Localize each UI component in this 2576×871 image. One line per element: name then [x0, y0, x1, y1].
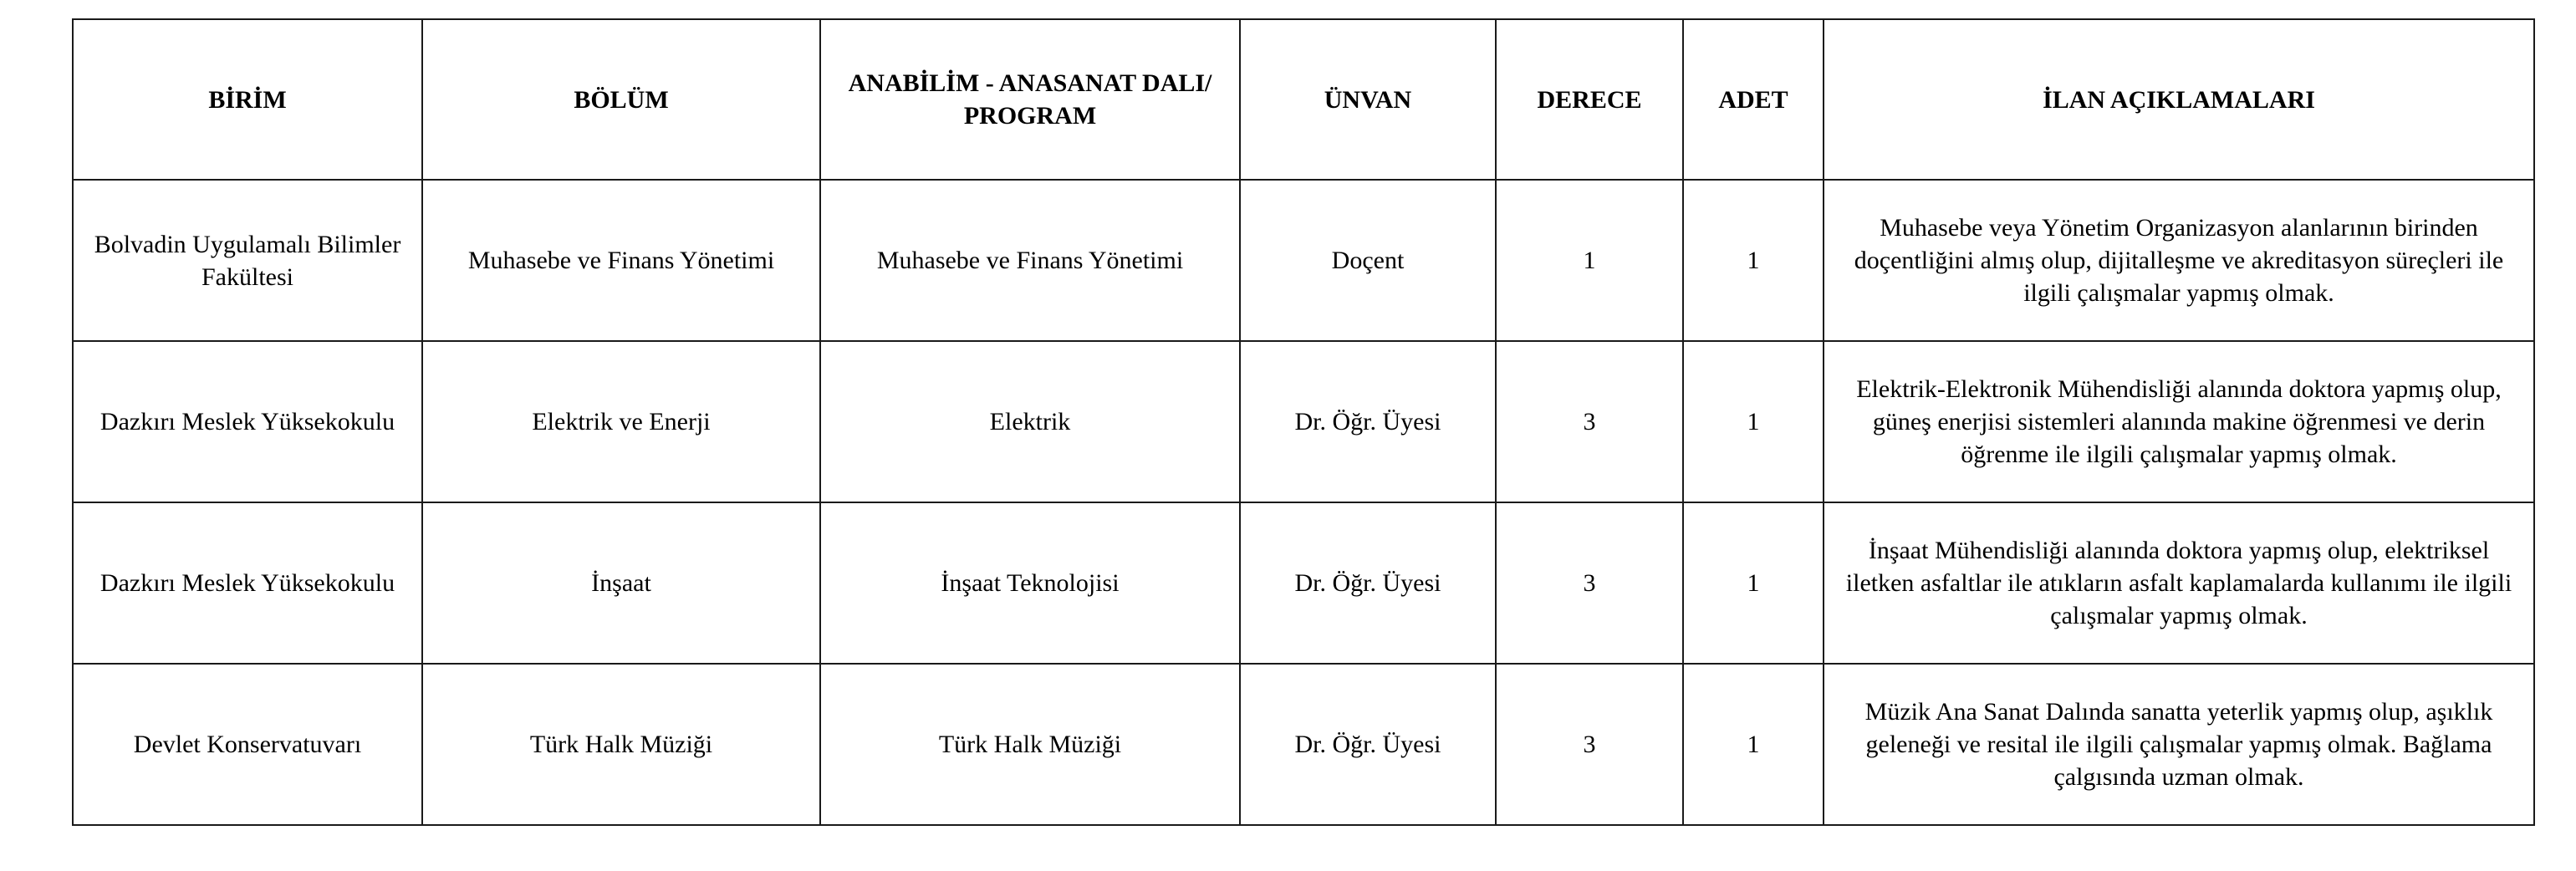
cell-adet: 1	[1683, 341, 1824, 502]
cell-anabilim: İnşaat Teknolojisi	[820, 502, 1240, 664]
job-posting-table-wrapper	[72, 18, 2535, 826]
cell-bolum: İnşaat	[422, 502, 820, 664]
cell-unvan: Dr. Öğr. Üyesi	[1240, 341, 1496, 502]
table-row	[73, 341, 2534, 502]
header-derece: DERECE	[1496, 19, 1683, 180]
cell-adet: 1	[1683, 180, 1824, 341]
cell-derece: 3	[1496, 664, 1683, 825]
cell-anabilim: Türk Halk Müziği	[820, 664, 1240, 825]
header-ilan-aciklamalari: İLAN AÇIKLAMALARI	[1824, 19, 2534, 180]
table-header	[73, 19, 2534, 180]
cell-birim: Devlet Konservatuvarı	[73, 664, 422, 825]
job-posting-table	[72, 18, 2535, 826]
cell-bolum: Muhasebe ve Finans Yönetimi	[422, 180, 820, 341]
cell-aciklama: Muhasebe veya Yönetim Organizasyon alanlarının birinden doçentliğini almış olup, dijitalleşme ve akreditasyon süreçleri ile ilgili çalışmalar yapmış olmak.	[1824, 180, 2534, 341]
cell-adet: 1	[1683, 664, 1824, 825]
header-bolum: BÖLÜM	[422, 19, 820, 180]
cell-derece: 3	[1496, 502, 1683, 664]
cell-unvan: Doçent	[1240, 180, 1496, 341]
cell-aciklama: Elektrik-Elektronik Mühendisliği alanında doktora yapmış olup, güneş enerjisi sistemleri alanında makine öğrenmesi ve derin öğrenme ile ilgili çalışmalar yapmış olmak.	[1824, 341, 2534, 502]
header-row	[73, 19, 2534, 180]
cell-birim: Dazkırı Meslek Yüksekokulu	[73, 502, 422, 664]
cell-unvan: Dr. Öğr. Üyesi	[1240, 664, 1496, 825]
table-body	[73, 180, 2534, 825]
cell-anabilim: Elektrik	[820, 341, 1240, 502]
cell-adet: 1	[1683, 502, 1824, 664]
cell-anabilim: Muhasebe ve Finans Yönetimi	[820, 180, 1240, 341]
cell-unvan: Dr. Öğr. Üyesi	[1240, 502, 1496, 664]
cell-birim: Bolvadin Uygulamalı Bilimler Fakültesi	[73, 180, 422, 341]
header-anabilim: ANABİLİM - ANASANAT DALI/ PROGRAM	[820, 19, 1240, 180]
cell-birim: Dazkırı Meslek Yüksekokulu	[73, 341, 422, 502]
header-birim: BİRİM	[73, 19, 422, 180]
cell-bolum: Türk Halk Müziği	[422, 664, 820, 825]
table-row	[73, 502, 2534, 664]
cell-derece: 3	[1496, 341, 1683, 502]
cell-aciklama: Müzik Ana Sanat Dalında sanatta yeterlik yapmış olup, aşıklık geleneği ve resital ile ilgili çalışmalar yapmış olmak. Bağlama çalgısında uzman olmak.	[1824, 664, 2534, 825]
cell-derece: 1	[1496, 180, 1683, 341]
cell-bolum: Elektrik ve Enerji	[422, 341, 820, 502]
cell-aciklama: İnşaat Mühendisliği alanında doktora yapmış olup, elektriksel iletken asfaltlar ile atıkların asfalt kaplamalarda kullanımı ile ilgili çalışmalar yapmış olmak.	[1824, 502, 2534, 664]
table-row	[73, 664, 2534, 825]
table-row	[73, 180, 2534, 341]
header-adet: ADET	[1683, 19, 1824, 180]
header-unvan: ÜNVAN	[1240, 19, 1496, 180]
